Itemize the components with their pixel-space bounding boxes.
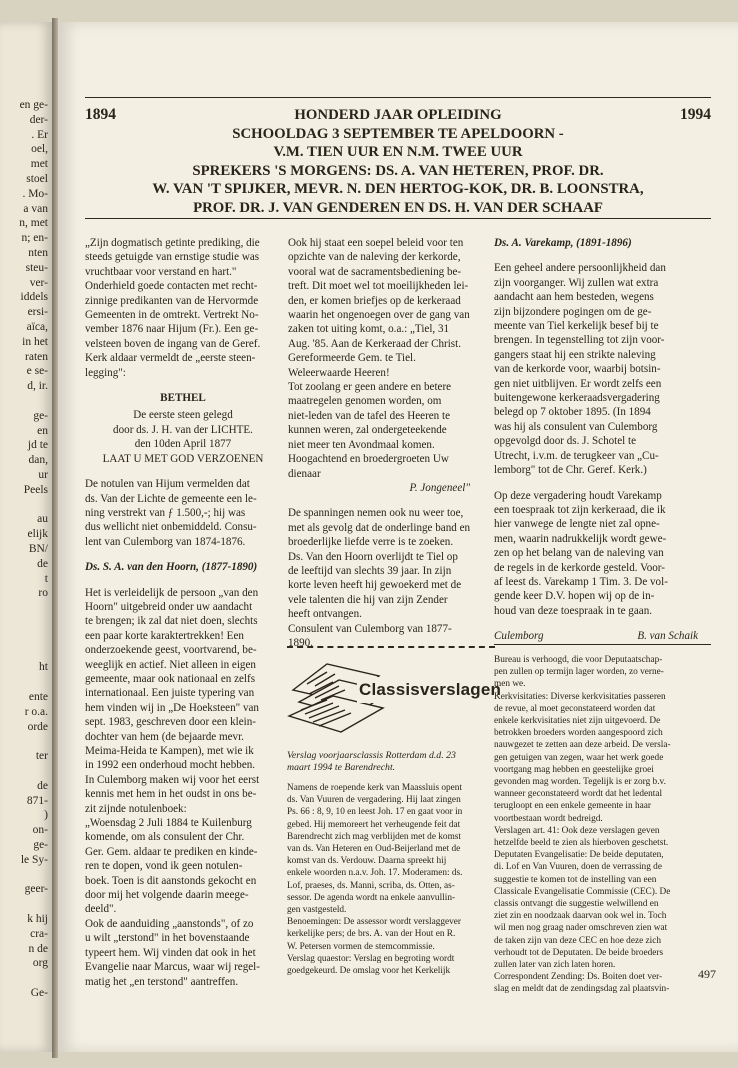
text-line: door ds. J. H. van der LICHTE.: [113, 423, 253, 436]
facing-page-text-fragment: in het: [22, 335, 48, 348]
text-line: ds. Van Vuuren de vergadering. Hij laat zingen: [287, 795, 461, 806]
text-line: met als gevolg dat de onderlinge band en: [288, 521, 471, 534]
text-line: een paar korte karaktertrekken! Een: [85, 629, 244, 642]
text-line: Aug. '85. Aan de Kerkeraad der Christ.: [288, 337, 461, 350]
facing-page-text-fragment: t: [44, 572, 48, 585]
facing-page-text-fragment: geer-: [24, 883, 48, 896]
text-line: slag en meldt dat de zendingsdag zal plaatsvin-: [494, 984, 670, 995]
text-line: hetzelfde beeld te zien als hierboven geschetst.: [494, 838, 669, 849]
text-line: niet meer ten Avondmaal komen.: [288, 438, 435, 451]
facing-page-text-fragment: ): [44, 809, 48, 822]
facing-page-text-fragment: iddels: [20, 291, 48, 304]
text-line: internationaal. Een juiste typering van: [85, 687, 255, 700]
text-line: maatregelen genomen worden, om: [288, 395, 442, 408]
text-line: buitengewone kerkeraadsvergadering: [494, 392, 660, 405]
text-line: terugloopt en een enkele gemeente in haar: [494, 801, 651, 812]
text-line: Ook de aanduiding „aanstonds", of zo: [85, 917, 254, 930]
text-line: goedgekeurd. De omslag voor het Kerkelijk: [287, 966, 451, 977]
text-line: classis ontvangt die suggestie welwillend en: [494, 899, 659, 910]
facing-page-text-fragment: ht: [39, 661, 48, 674]
text-line: steeds getuigde van ernstige studie was: [85, 251, 260, 264]
text-line: Ook hij staat een soepel beleid voor ten: [288, 237, 464, 249]
facing-page-text-fragment: ter: [35, 750, 48, 763]
facing-page-text-fragment: d, ir.: [27, 380, 48, 393]
text-line: matig het „en terstond" aantreffen.: [85, 975, 239, 988]
text-line: kennis met hem in het oudst in ons be-: [85, 788, 257, 801]
text-line: gangers staat hij een strikte naleving: [494, 348, 656, 361]
text-line: broederlijke liefde verre is te zoeken.: [288, 536, 454, 549]
facing-page-text-fragment: de: [37, 557, 48, 570]
facing-page-text-fragment: steu-: [25, 261, 48, 274]
text-line: Gemeenten in de omtrekt. Vertrekt No-: [85, 309, 259, 322]
text-line: Weleerwaarde Heeren!: [288, 366, 390, 379]
facing-page-text-fragment: oel,: [31, 143, 48, 156]
text-line: Verslag voorjaarsclassis Rotterdam d.d. 23: [287, 750, 456, 761]
text-line: gevonden mag worden. Tegelijk is er zorg b.v.: [494, 777, 666, 788]
text-line: Ds. Van den Hoorn overlijdt te Tiel op: [288, 550, 458, 563]
facing-page-text-fragment: en ge-: [19, 99, 48, 111]
text-line: dienaar: [288, 467, 321, 480]
text-line: hier vanwege de lengte niet zal opne-: [494, 518, 660, 531]
classis-subtitle: [287, 750, 495, 774]
classisverslagen-logo: [287, 650, 502, 740]
text-line: u wilt „terstond" in het bovenstaande: [85, 932, 250, 945]
bethel-inscription: [85, 391, 281, 466]
facing-page-text-fragment: orde: [27, 720, 48, 733]
text-line: di. Lof en Van Vuuren, doen de verrassing de: [494, 862, 662, 873]
text-line: houd van deze toespraak in te gaan.: [494, 604, 653, 617]
text-line: „Woensdag 2 Juli 1884 te Kuilenburg: [85, 817, 252, 830]
facing-page-text-fragment: . Er: [31, 128, 48, 141]
page-number: 497: [698, 967, 716, 981]
text-line: Het is verleidelijk de persoon „van den: [85, 586, 259, 599]
col1-paragraph: [85, 477, 281, 549]
facing-page-text-fragment: n de: [28, 942, 48, 955]
facing-page-text-fragment: ge-: [33, 839, 48, 851]
text-line: zen op het belang van de naleving van: [494, 547, 664, 560]
facing-page-text-fragment: ur: [38, 469, 48, 481]
text-line: Bureau is verhoogd, die voor Deputaatschap-: [494, 655, 663, 665]
text-line: De spanningen nemen ook nu weer toe,: [288, 507, 464, 520]
text-line: was hij als consulent van Culemborg: [494, 420, 658, 433]
text-line: vooral wat de sacramentsbediening be-: [288, 265, 462, 278]
text-line: De notulen van Hijum vermelden dat: [85, 478, 250, 491]
text-line: voortbestaan wordt bedreigd.: [494, 813, 603, 824]
facing-page-edge: [0, 22, 52, 1052]
text-line: opzichte van de naleving der kerkorde,: [288, 251, 461, 264]
facing-page-text-fragment: BN/: [28, 543, 48, 555]
text-line: typeert hem. Wij vinden dat ook in het: [85, 946, 256, 959]
text-line: Op deze vergadering houdt Varekamp: [494, 489, 662, 502]
col3-paragraph: [494, 261, 702, 477]
magazine-page: [58, 22, 738, 1052]
text-line: niet-leden van de tafel des Heeren te: [288, 409, 451, 422]
text-line: belegd op 7 oktober 1895. (In 1894: [494, 406, 651, 419]
text-line: heeft ontvangen.: [288, 608, 362, 621]
col3-paragraph: [494, 489, 702, 619]
facing-page-text-fragment: aïca,: [26, 321, 48, 333]
text-line: gebed. Hij memoreert het verheugende feit dat: [287, 819, 461, 830]
facing-page-text-fragment: ersi-: [27, 306, 48, 319]
text-line: Ps. 66 : 8, 9, 10 en leest Joh. 17 en gaat voor in: [287, 807, 463, 818]
text-line: maart 1994 te Barendrecht.: [287, 762, 396, 774]
text-line: gende keer D.V. hopen wij op de in-: [494, 590, 655, 603]
text-line: dus wellicht niet onbemiddeld. Consu-: [85, 521, 257, 534]
text-line: de leeftijd van slechts 39 jaar. In zijn: [288, 564, 452, 577]
text-line: lent van Culemborg van 1874-1876.: [85, 535, 246, 548]
text-line: de regels in de kerkorde gesteld. Voor-: [494, 561, 665, 574]
byline-place: Culemborg: [494, 630, 544, 643]
text-line: onderzoekende geest, voortvarend, be-: [85, 644, 257, 657]
facing-page-text-fragment: ver-: [29, 276, 48, 289]
text-line: Utrecht, i.v.m. de terugkeer van „Cu-: [494, 449, 659, 462]
text-line: „Zijn dogmatisch getinte prediking, die: [85, 237, 260, 249]
text-line: sept. 1983, geschreven door een klein-: [85, 716, 256, 729]
facing-page-text-fragment: cra-: [30, 927, 48, 940]
facing-page-text-fragment: a van: [23, 202, 48, 215]
text-line: Verslag quaestor: Verslag en begroting wordt: [287, 953, 455, 964]
text-line: vruchtbaar voor verstand en hart.": [85, 265, 237, 278]
text-line: Gereformeerde Gem. te Tiel.: [288, 352, 416, 365]
text-line: Correspondent Zending: Ds. Boiten doet ver-: [494, 972, 663, 983]
facing-page-text-fragment: org: [32, 957, 48, 970]
facing-page-text-fragment: der-: [29, 113, 48, 126]
col1-paragraph: [85, 236, 281, 380]
column-2: [288, 236, 484, 650]
text-line: wanneer geconstateerd wordt dat het ledental: [494, 789, 663, 800]
text-line: velsteen boven de ingang van de Geref.: [85, 337, 261, 350]
facing-page-text-fragment: jd te: [27, 439, 48, 452]
text-line: zullen later van zich laten horen.: [494, 960, 616, 971]
facing-page-text-fragment: e se-: [26, 365, 48, 378]
text-line: BETHEL: [160, 392, 206, 405]
text-line: Kerkvisitaties: Diverse kerkvisitaties passeren: [494, 691, 666, 702]
text-line: in 1992 een onderhoud mocht hebben.: [85, 759, 256, 772]
text-line: korte leven heeft hij gewoekerd met de: [288, 579, 462, 592]
text-line: ds. Van der Lichte de gemeente een le-: [85, 492, 257, 505]
classis-report-left: [287, 782, 495, 977]
year-right: 1994: [680, 106, 711, 123]
facing-page-text-fragment: dan,: [28, 454, 48, 467]
text-line: komende, om als consulent der Chr.: [85, 831, 245, 844]
facing-page-text-fragment: elijk: [27, 528, 48, 541]
text-line: af leest ds. Varekamp 1 Tim. 3. De vol-: [494, 575, 668, 588]
column-3: [494, 236, 702, 644]
text-line: pen zullen op termijn lager worden, zo verne-: [494, 667, 664, 678]
text-line: verhoudt tot de Deputaten. De beide broeders: [494, 947, 664, 958]
text-line: men we.: [494, 679, 526, 690]
year-left: 1894: [85, 106, 116, 123]
text-line: Deputaten Evangelisatie: De beide deputaten,: [494, 850, 664, 861]
text-line: Een geheel andere persoonlijkheid dan: [494, 262, 666, 275]
text-line: Tot zoolang er geen andere en betere: [288, 381, 452, 394]
text-line: treft. Dit moet wel tot moeilijkheden lei-: [288, 280, 469, 293]
text-line: den, er komen briefjes op de kerkeraad: [288, 294, 461, 307]
text-line: door mij het volgende daarin meege-: [85, 889, 249, 902]
text-line: Barendrecht zich mag verblijden met de komst: [287, 831, 461, 842]
text-line: Hoogachtend en broedergroeten Uw: [288, 453, 449, 466]
column-separator-rule: [494, 644, 711, 645]
text-line: van ds. Van Heteren en Oud-Beijerland met de: [287, 844, 461, 855]
text-line: ren te dopen, vond ik geen notulen-: [85, 860, 243, 873]
text-line: deeld".: [85, 903, 117, 916]
banner-line: SCHOOLDAG 3 SEPTEMBER TE APELDOORN -: [232, 125, 564, 142]
text-line: hem vinden wij in „De Hoeksteen" van: [85, 701, 259, 714]
text-line: W. Petersen vormen de stemcommissie.: [287, 941, 435, 952]
text-line: gen getuigen van zegen, waar het werk goede: [494, 752, 664, 763]
facing-page-text-fragment: ente: [28, 691, 48, 703]
text-line: van de kerkorde voor, waarbij botsin-: [494, 363, 661, 376]
facing-page-text-fragment: en: [37, 424, 48, 437]
facing-page-text-fragment: Ge-: [30, 987, 48, 999]
text-line: Onderhield goede contacten met recht-: [85, 280, 258, 293]
text-line: 1890.: [288, 636, 313, 649]
letter-signature: P. Jongeneel": [409, 481, 470, 494]
banner-top-rule: [85, 97, 711, 98]
text-line: zijn voorganger. Wij zullen wat extra: [494, 276, 659, 289]
text-line: waarin het ongenoegen over de gang van: [288, 309, 470, 322]
col2-paragraph: [288, 506, 484, 650]
banner-line: SPREKERS 'S MORGENS: DS. A. VAN HETEREN, PROF. DR.: [192, 162, 604, 179]
facing-page-text-fragment: ge-: [33, 409, 48, 422]
text-line: nauwgezet te zetten aan deze arbeid. De versla-: [494, 740, 671, 751]
facing-page-text-fragment: met: [30, 158, 48, 171]
text-line: Hoorn" uitgebreid onder uw aandacht: [85, 600, 253, 613]
text-line: zinnige predikanten van de Hervormde: [85, 294, 259, 307]
text-line: lemborg" tot de Chr. Geref. Kerk.): [494, 464, 647, 477]
text-line: wil men nog graag nader omschreven zien wat: [494, 923, 668, 934]
text-line: enkele woorden n.a.v. Joh. 17. Moderamen: ds.: [287, 868, 463, 879]
classisverslagen-title: Classisverslagen: [359, 680, 502, 699]
text-line: kunnen weren, zal ondergeteekende: [288, 424, 447, 437]
text-line: Classicale Evangelisatie Commissie (CEC). De: [494, 886, 671, 897]
facing-page-text-fragment: n; en-: [21, 232, 48, 245]
facing-page-text-fragment: n, met: [19, 217, 48, 230]
section-heading-varekamp: Ds. A. Varekamp, (1891-1896): [494, 237, 632, 249]
facing-page-text-fragment: le Sy-: [20, 853, 48, 866]
text-line: zit zijnde notulenboek:: [85, 802, 187, 815]
text-line: te brengen; ik zal dat niet doen, slechts: [85, 615, 258, 628]
facing-page-text-fragment: 871-: [26, 794, 48, 807]
text-line: Consulent van Culemborg van 1877-: [288, 622, 452, 635]
banner-title: [85, 106, 711, 218]
text-line: aandacht aan hem besteden, wegens: [494, 291, 654, 304]
text-line: de revue, al moet geconstateerd worden dat: [494, 703, 656, 714]
facing-page-text-fragment: on-: [32, 824, 48, 837]
banner-line: V.M. TIEN UUR EN N.M. TWEE UUR: [273, 144, 523, 161]
text-line: zijn bijzondere pogingen om de ge-: [494, 305, 652, 318]
facing-page-text-fragment: raten: [25, 350, 48, 363]
text-line: enkele kerkvisitaties niet zijn uitgevoerd. De: [494, 716, 661, 727]
facing-page-text-fragment: Peels: [23, 483, 48, 496]
facing-page-text-fragment: nten: [28, 247, 48, 259]
text-line: Verslagen art. 41: Ook deze verslagen geven: [494, 825, 660, 836]
classis-report-right: [494, 654, 711, 996]
text-line: een toespraak tot zijn kerkeraad, die ik: [494, 503, 666, 516]
col1-paragraph: [85, 586, 281, 989]
text-line: In Culemborg maken wij voor het eerst: [85, 773, 260, 786]
text-line: boek. Toen is dit aanstonds gekocht en: [85, 874, 257, 887]
banner-line: HONDERD JAAR OPLEIDING: [294, 107, 502, 123]
facing-page-text-fragment: stoel: [26, 173, 48, 185]
text-line: kerkelijke pers; de brs. A. van der Hout en R.: [287, 929, 456, 940]
text-line: voortgang mag hebben en geestelijke groei: [494, 764, 654, 775]
text-line: ning verstrekt van ƒ 1.500,-; hij was: [85, 506, 246, 519]
text-line: suggestie te komen tot de instelling van een: [494, 874, 657, 885]
text-line: gemeente, maar ook nationaal en zelfs: [85, 672, 256, 685]
facing-page-text-fragment: k hij: [27, 913, 48, 925]
text-line: Lof, praeses, ds. Manni, scriba, ds. Otten, as-: [287, 880, 455, 891]
text-line: Kerk aldaar vermeldt de „eerste steen-: [85, 352, 256, 365]
article-byline: [494, 629, 702, 643]
text-line: de taken zijn van deze CEC en hoe deze zich: [494, 935, 662, 946]
text-line: ziet zin en noodzaak daarvan ook wel in. Toch: [494, 911, 667, 922]
banner: [85, 106, 711, 214]
text-line: meente van Tiel kerkelijk besef bij te: [494, 320, 659, 333]
facing-page-text-fragment: de: [37, 779, 48, 792]
text-line: vele talenten die hij van zijn Zender: [288, 593, 448, 606]
column-1: [85, 236, 281, 989]
classis-left-rule: [287, 646, 495, 648]
text-line: men, waarin nadrukkelijk wordt gewe-: [494, 532, 667, 545]
text-line: LAAT U MET GOD VERZOENEN: [102, 452, 264, 465]
text-line: Benoemingen: De assessor wordt verslaggever: [287, 917, 462, 928]
text-line: Meima-Heida te Kampen), met wie ik: [85, 745, 254, 757]
text-line: den 10den April 1877: [134, 438, 232, 451]
byline-author: B. van Schaik: [637, 630, 698, 643]
text-line: De eerste steen gelegd: [133, 409, 233, 422]
banner-line: W. VAN 'T SPIJKER, MEVR. N. DEN HERTOG-KOK, DR. B. LOONSTRA,: [152, 181, 644, 198]
text-line: Evangelie naar Marcus, waar wij regel-: [85, 961, 260, 974]
facing-page-text-fragment: r o.a.: [24, 705, 48, 718]
text-line: gen niet uitblijven. Er wordt zelfs een: [494, 377, 662, 390]
text-line: legging":: [85, 366, 126, 379]
text-line: brengen. In tegenstelling tot zijn voor-: [494, 334, 665, 347]
banner-bottom-rule: [85, 218, 711, 219]
text-line: gen vastgesteld.: [287, 905, 347, 916]
text-line: betrokken broeders worden aangespoord zich: [494, 728, 663, 739]
text-line: opgevolgd door ds. J. Schotel te: [494, 435, 637, 448]
text-line: vember 1876 naar Hijum (Fr.). Een ge-: [85, 323, 259, 336]
section-heading-van-den-hoorn: Ds. S. A. van den Hoorn, (1877-1890): [85, 561, 258, 574]
banner-line: PROF. DR. J. VAN GENDEREN EN DS. H. VAN DER SCHAAF: [193, 199, 603, 216]
text-line: Namens de roepende kerk van Maassluis opent: [287, 783, 463, 793]
facing-page-text-fragment: ro: [38, 587, 48, 600]
letter-quote: [288, 236, 484, 481]
facing-page-text-fragment: au: [37, 513, 48, 526]
text-line: zaken tot uiting komt, o.a.: „Tiel, 31: [288, 323, 450, 336]
text-line: dochter van hem (de bejaarde mevr.: [85, 730, 244, 743]
facing-page-text-fragment: . Mo-: [22, 187, 48, 200]
text-line: sessor. De agenda wordt na enkele aanvullin-: [287, 892, 456, 903]
text-line: komst van ds. Verdouw. Daarna spreekt hij: [287, 856, 447, 867]
text-line: Ger. Gem. aldaar te prediken en kinde-: [85, 845, 258, 858]
text-line: weeglijk en actief. Niet alleen in eigen: [85, 658, 256, 671]
